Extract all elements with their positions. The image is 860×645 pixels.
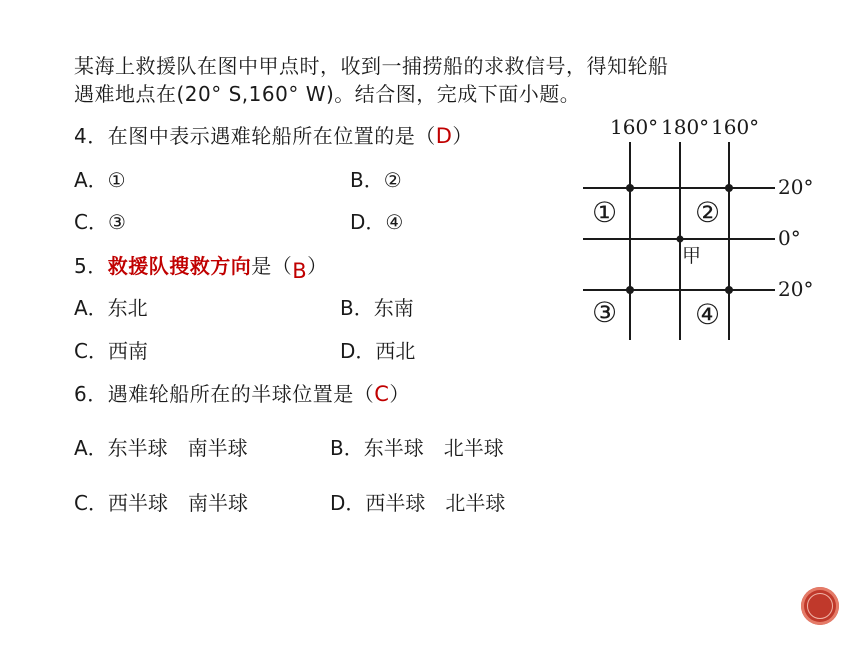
question-6 — [74, 380, 410, 408]
lon-label-160-west: 160° — [610, 115, 659, 139]
label-3: ③ — [592, 296, 618, 329]
question-6-stem: 6．遇难轮船所在的半球位置是（ — [74, 382, 375, 406]
q4-option-a: A．① — [74, 168, 126, 192]
lat-label-20-north: 20° — [778, 175, 814, 199]
question-5-stem-tail: 是（ — [251, 254, 293, 278]
point-jia-marker — [677, 236, 684, 243]
question-5-num: 5． — [74, 254, 108, 278]
q6-option-d: D．西半球 北半球 — [330, 491, 506, 515]
point-2-marker — [725, 184, 733, 192]
label-jia: 甲 — [682, 245, 702, 267]
q6-option-a: A．东半球 南半球 — [74, 436, 248, 460]
lat-lon-grid-map — [575, 112, 825, 352]
question-5-highlight: 救援队搜救方向 — [107, 254, 252, 278]
label-2: ② — [695, 196, 721, 229]
lon-label-180: 180° — [661, 115, 710, 139]
question-5-close: ） — [307, 254, 328, 278]
lon-label-160-east: 160° — [711, 115, 760, 139]
nav-button-ring-icon — [807, 593, 833, 619]
point-4-marker — [725, 286, 733, 294]
q6-option-c: C．西半球 南半球 — [74, 491, 248, 515]
q4-option-d: D．④ — [350, 210, 404, 234]
lat-label-equator: 0° — [778, 226, 801, 250]
question-6-answer: C — [374, 382, 390, 406]
question-5-answer: B — [292, 259, 308, 283]
question-4-answer: D — [435, 124, 453, 148]
question-4-stem: 4．在图中表示遇难轮船所在位置的是（ — [74, 124, 436, 148]
label-4: ④ — [695, 298, 721, 331]
q5-option-b: B．东南 — [340, 296, 414, 320]
q5-option-d: D．西北 — [340, 339, 416, 363]
q5-option-c: C．西南 — [74, 339, 148, 363]
q6-option-b: B．东半球 北半球 — [330, 436, 504, 460]
point-1-marker — [626, 184, 634, 192]
intro-line-1: 某海上救援队在图中甲点时，收到一捕捞船的求救信号，得知轮船 — [74, 54, 669, 78]
question-5 — [74, 252, 328, 283]
label-1: ① — [592, 196, 618, 229]
q4-option-c: C．③ — [74, 210, 126, 234]
grid-map-svg — [575, 112, 825, 352]
q5-option-a: A．东北 — [74, 296, 148, 320]
question-6-close: ） — [389, 382, 410, 406]
q4-option-b: B．② — [350, 168, 402, 192]
slide-nav-button[interactable] — [801, 587, 839, 625]
lat-label-20-south: 20° — [778, 277, 814, 301]
question-4 — [74, 122, 473, 150]
intro-line-2: 遇难地点在(20° S,160° W)。结合图，完成下面小题。 — [74, 82, 581, 106]
question-4-close: ） — [452, 124, 473, 148]
point-3-marker — [626, 286, 634, 294]
